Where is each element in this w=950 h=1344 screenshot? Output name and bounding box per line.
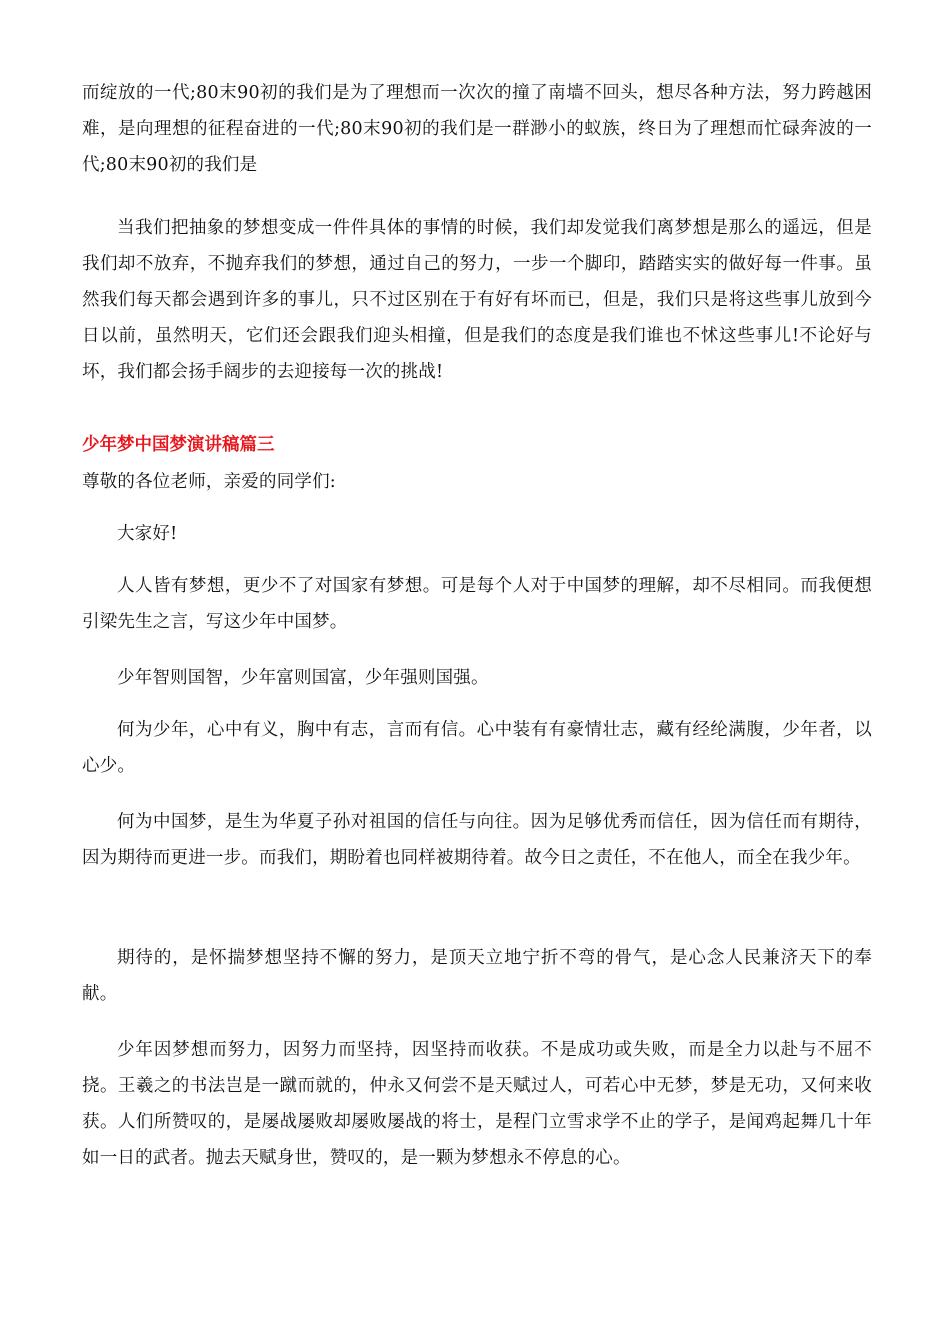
section-title: 少年梦中国梦演讲稿篇三 [82,435,275,455]
paragraph-youth-strong: 少年智则国智，少年富则国富，少年强则国强。 [117,668,489,688]
paragraph-expectation: 期待的，是怀揣梦想坚持不懈的努力，是顶天立地宁折不弯的骨气，是心念人民兼济天下的奉献。 [82,948,872,1004]
paragraph-what-is-china-dream: 何为中国梦，是生为华夏子孙对祖国的信任与向往。因为足够优秀而信任，因为信任而有期待，因为期待而更进一步。而我们，期盼着也同样被期待着。故今日之责任，不在他人，而全在我少年。 [82,812,872,868]
paragraph-dream-concrete: 当我们把抽象的梦想变成一件件具体的事情的时候，我们却发觉我们离梦想是那么的遥远，但是我们却不放弃，不抛弃我们的梦想，通过自己的努力，一步一个脚印，踏踏实实的做好每一件事。虽然我们每天都会遇到许多的事儿，只不过区别在于有好有坏而已，但是，我们只是将这些事儿放到今日以前，虽然明天，它们还会跟我们迎头相撞，但是我们的态度是我们谁也不怵这些事儿!不论好与坏，我们都会扬手阔步的去迎接每一次的挑战! [82,218,872,382]
paragraph-greeting: 大家好! [117,524,178,544]
paragraph-everyone-dreams: 人人皆有梦想，更少不了对国家有梦想。可是每个人对于中国梦的理解，却不尽相同。而我便想引梁先生之言，写这少年中国梦。 [82,576,872,632]
paragraph-what-is-youth: 何为少年，心中有义，胸中有志，言而有信。心中装有有豪情壮志，藏有经纶满腹，少年者，以心少。 [82,720,872,776]
salutation: 尊敬的各位老师，亲爱的同学们: [82,472,336,492]
paragraph-continued: 而绽放的一代;80末90初的我们是为了理想而一次次的撞了南墙不回头，想尽各种方法，努力跨越困难，是向理想的征程奋进的一代;80末90初的我们是一群渺小的蚁族，终日为了理想而忙碌奔波的一代;80末90初的我们是 [82,83,872,175]
paragraph-effort: 少年因梦想而努力，因努力而坚持，因坚持而收获。不是成功或失败，而是全力以赴与不屈不挠。王羲之的书法岂是一蹴而就的，仲永又何尝不是天赋过人，可若心中无梦，梦是无功，又何来收获。人们所赞叹的，是屡战屡败却屡败屡战的将士，是程门立雪求学不止的学子，是闻鸡起舞几十年如一日的武者。抛去天赋身世，赞叹的，是一颗为梦想永不停息的心。 [82,1040,872,1168]
